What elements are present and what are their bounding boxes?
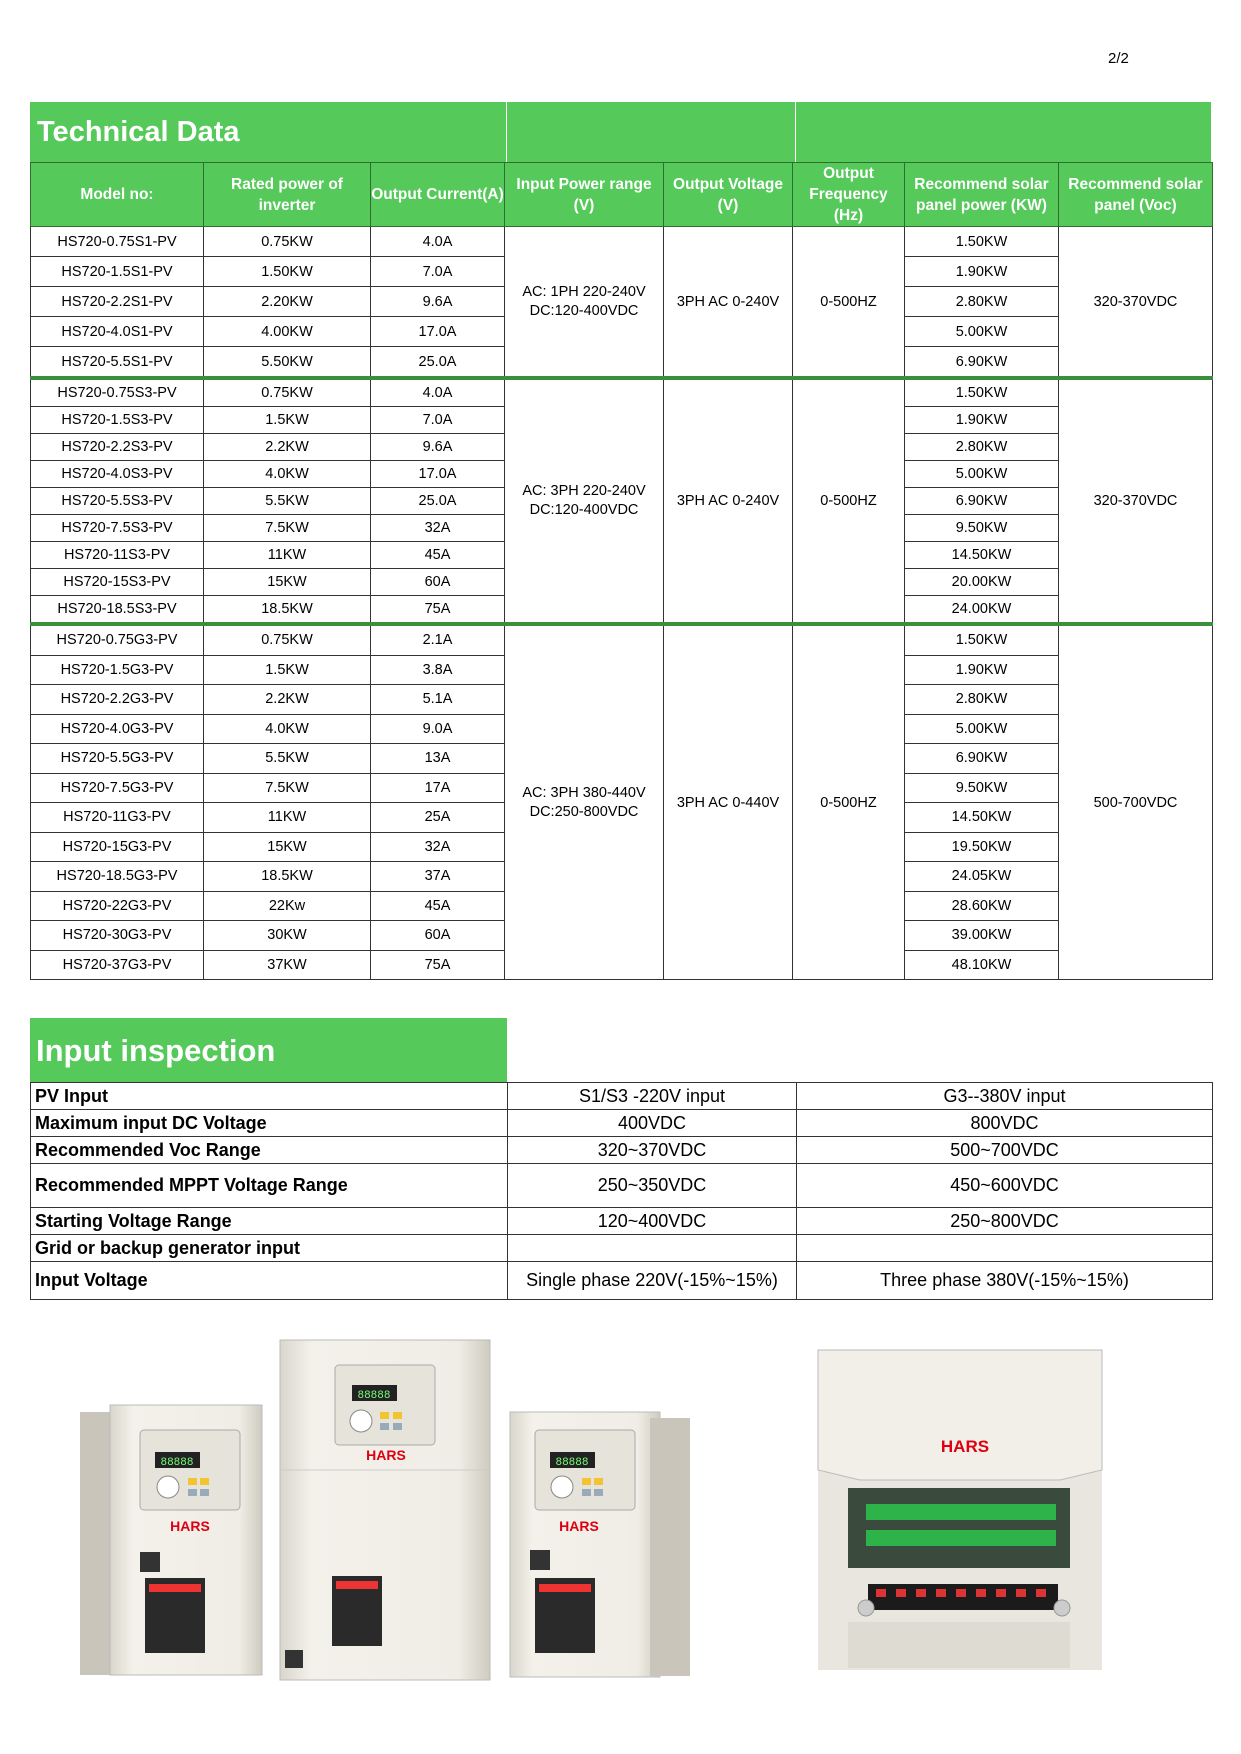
cell-solar-panel-power: 14.50KW: [905, 803, 1059, 833]
cell-input-power-range: AC: 1PH 220-240V DC:120-400VDC: [505, 227, 664, 379]
cell-rated-power: 2.2KW: [204, 434, 371, 461]
cell-output-current: 9.6A: [371, 287, 505, 317]
cell-solar-panel-power: 48.10KW: [905, 950, 1059, 980]
display-digits: 88888: [160, 1457, 194, 1469]
cell-model: HS720-15S3-PV: [31, 569, 204, 596]
inspection-label: PV Input: [31, 1083, 508, 1110]
page-number: 2/2: [1108, 50, 1129, 67]
brand-logo: HARS: [170, 1518, 210, 1534]
inspection-value-220v: 250~350VDC: [508, 1164, 797, 1208]
cell-rated-power: 18.5KW: [204, 596, 371, 625]
inspection-label: Recommended Voc Range: [31, 1137, 508, 1164]
col-header-output-frequency: Output Frequency (Hz): [793, 163, 905, 227]
col-header-output-voltage: Output Voltage (V): [664, 163, 793, 227]
display-digits: 88888: [555, 1457, 589, 1469]
cell-rated-power: 5.5KW: [204, 488, 371, 515]
cell-model: HS720-2.2G3-PV: [31, 685, 204, 715]
inspection-value-220v: 400VDC: [508, 1110, 797, 1137]
cell-rated-power: 5.50KW: [204, 347, 371, 379]
cell-rated-power: 4.00KW: [204, 317, 371, 347]
cell-solar-panel-power: 14.50KW: [905, 542, 1059, 569]
cell-output-frequency: 0-500HZ: [793, 624, 905, 980]
cell-rated-power: 30KW: [204, 921, 371, 951]
cell-rated-power: 11KW: [204, 542, 371, 569]
cell-solar-panel-power: 6.90KW: [905, 488, 1059, 515]
brand-logo: HARS: [366, 1447, 406, 1463]
inspection-label: Maximum input DC Voltage: [31, 1110, 508, 1137]
cell-model: HS720-4.0S1-PV: [31, 317, 204, 347]
cell-rated-power: 0.75KW: [204, 378, 371, 407]
cell-output-current: 32A: [371, 832, 505, 862]
cell-output-current: 13A: [371, 744, 505, 774]
inverter-photo-large-center: [280, 1340, 490, 1680]
cell-solar-panel-power: 39.00KW: [905, 921, 1059, 951]
cell-solar-panel-power: 1.90KW: [905, 257, 1059, 287]
cell-solar-panel-power: 19.50KW: [905, 832, 1059, 862]
cell-solar-panel-power: 20.00KW: [905, 569, 1059, 596]
cell-model: HS720-37G3-PV: [31, 950, 204, 980]
cell-model: HS720-7.5G3-PV: [31, 773, 204, 803]
inverter-terminal-photo: [818, 1350, 1102, 1670]
inspection-value-220v: Single phase 220V(-15%~15%): [508, 1262, 797, 1300]
cell-output-current: 17.0A: [371, 461, 505, 488]
cell-solar-panel-power: 6.90KW: [905, 744, 1059, 774]
cell-model: HS720-2.2S1-PV: [31, 287, 204, 317]
cell-model: HS720-7.5S3-PV: [31, 515, 204, 542]
cell-model: HS720-4.0G3-PV: [31, 714, 204, 744]
cell-rated-power: 18.5KW: [204, 862, 371, 892]
cell-solar-panel-power: 1.90KW: [905, 407, 1059, 434]
input-inspection-title: Input inspection: [36, 1033, 276, 1068]
inspection-value-380v: 500~700VDC: [797, 1137, 1213, 1164]
cell-solar-panel-power: 1.50KW: [905, 624, 1059, 655]
inspection-value-380v: 800VDC: [797, 1110, 1213, 1137]
col-header-model: Model no:: [31, 163, 204, 227]
cell-output-current: 9.0A: [371, 714, 505, 744]
inspection-value-220v: S1/S3 -220V input: [508, 1083, 797, 1110]
cell-solar-panel-power: 24.05KW: [905, 862, 1059, 892]
cell-output-current: 25A: [371, 803, 505, 833]
cell-output-current: 7.0A: [371, 257, 505, 287]
inspection-value-380v: G3--380V input: [797, 1083, 1213, 1110]
cell-model: HS720-11G3-PV: [31, 803, 204, 833]
cell-solar-panel-power: 5.00KW: [905, 461, 1059, 488]
cell-rated-power: 37KW: [204, 950, 371, 980]
cell-model: HS720-15G3-PV: [31, 832, 204, 862]
cell-solar-panel-power: 9.50KW: [905, 773, 1059, 803]
inspection-label: Recommended MPPT Voltage Range: [31, 1164, 508, 1208]
cell-output-current: 25.0A: [371, 347, 505, 379]
cell-output-current: 4.0A: [371, 227, 505, 257]
cell-solar-panel-power: 6.90KW: [905, 347, 1059, 379]
cell-solar-panel-power: 24.00KW: [905, 596, 1059, 625]
cell-output-current: 75A: [371, 596, 505, 625]
cell-model: HS720-1.5S3-PV: [31, 407, 204, 434]
display-digits: 88888: [357, 1390, 391, 1402]
cell-output-voltage: 3PH AC 0-240V: [664, 378, 793, 624]
cell-model: HS720-2.2S3-PV: [31, 434, 204, 461]
cell-solar-panel-voc: 500-700VDC: [1059, 624, 1213, 980]
cell-rated-power: 11KW: [204, 803, 371, 833]
inverter-photo-small-right: [510, 1412, 690, 1677]
cell-solar-panel-power: 1.50KW: [905, 227, 1059, 257]
cell-model: HS720-4.0S3-PV: [31, 461, 204, 488]
cell-rated-power: 22Kw: [204, 891, 371, 921]
cell-output-voltage: 3PH AC 0-240V: [664, 227, 793, 379]
cell-model: HS720-0.75S1-PV: [31, 227, 204, 257]
cell-solar-panel-power: 9.50KW: [905, 515, 1059, 542]
cell-solar-panel-power: 2.80KW: [905, 685, 1059, 715]
cell-model: HS720-18.5G3-PV: [31, 862, 204, 892]
cell-output-current: 7.0A: [371, 407, 505, 434]
cell-model: HS720-0.75G3-PV: [31, 624, 204, 655]
inspection-label: Starting Voltage Range: [31, 1208, 508, 1235]
cell-rated-power: 7.5KW: [204, 515, 371, 542]
cell-model: HS720-5.5S3-PV: [31, 488, 204, 515]
cell-model: HS720-11S3-PV: [31, 542, 204, 569]
cell-solar-panel-power: 5.00KW: [905, 714, 1059, 744]
cell-model: HS720-1.5S1-PV: [31, 257, 204, 287]
cell-rated-power: 15KW: [204, 569, 371, 596]
cell-output-current: 2.1A: [371, 624, 505, 655]
cell-output-current: 60A: [371, 921, 505, 951]
cell-output-current: 4.0A: [371, 378, 505, 407]
inverter-photo-small-left: [80, 1405, 262, 1675]
cell-rated-power: 0.75KW: [204, 624, 371, 655]
cell-output-voltage: 3PH AC 0-440V: [664, 624, 793, 980]
cell-solar-panel-power: 28.60KW: [905, 891, 1059, 921]
col-header-rated-power: Rated power of inverter: [204, 163, 371, 227]
brand-logo: HARS: [559, 1518, 599, 1534]
cell-output-frequency: 0-500HZ: [793, 227, 905, 379]
cell-output-current: 45A: [371, 891, 505, 921]
cell-output-current: 60A: [371, 569, 505, 596]
cell-model: HS720-1.5G3-PV: [31, 655, 204, 685]
cell-model: HS720-5.5S1-PV: [31, 347, 204, 379]
cell-solar-panel-power: 2.80KW: [905, 434, 1059, 461]
cell-rated-power: 4.0KW: [204, 714, 371, 744]
cell-output-current: 17.0A: [371, 317, 505, 347]
cell-solar-panel-power: 5.00KW: [905, 317, 1059, 347]
inspection-value-220v: 320~370VDC: [508, 1137, 797, 1164]
cell-rated-power: 1.5KW: [204, 407, 371, 434]
cell-rated-power: 4.0KW: [204, 461, 371, 488]
cell-rated-power: 0.75KW: [204, 227, 371, 257]
cell-input-power-range: AC: 3PH 380-440V DC:250-800VDC: [505, 624, 664, 980]
inspection-value-380v: 250~800VDC: [797, 1208, 1213, 1235]
cell-output-current: 25.0A: [371, 488, 505, 515]
inspection-value-380v: 450~600VDC: [797, 1164, 1213, 1208]
cell-solar-panel-power: 1.50KW: [905, 378, 1059, 407]
cell-model: HS720-30G3-PV: [31, 921, 204, 951]
col-header-solar-panel-power: Recommend solar panel power (KW): [905, 163, 1059, 227]
cell-rated-power: 2.2KW: [204, 685, 371, 715]
cell-output-current: 32A: [371, 515, 505, 542]
cell-rated-power: 1.5KW: [204, 655, 371, 685]
cell-output-current: 75A: [371, 950, 505, 980]
cell-rated-power: 7.5KW: [204, 773, 371, 803]
cell-model: HS720-0.75S3-PV: [31, 378, 204, 407]
cell-output-current: 45A: [371, 542, 505, 569]
cell-solar-panel-power: 2.80KW: [905, 287, 1059, 317]
cell-output-current: 37A: [371, 862, 505, 892]
inspection-value-380v: Three phase 380V(-15%~15%): [797, 1262, 1213, 1300]
technical-data-title: Technical Data: [37, 116, 240, 148]
col-header-solar-panel-voc: Recommend solar panel (Voc): [1059, 163, 1213, 227]
inspection-label: Grid or backup generator input: [31, 1235, 508, 1262]
inspection-value-220v: 120~400VDC: [508, 1208, 797, 1235]
cell-solar-panel-voc: 320-370VDC: [1059, 378, 1213, 624]
cell-model: HS720-18.5S3-PV: [31, 596, 204, 625]
cell-model: HS720-22G3-PV: [31, 891, 204, 921]
cell-output-current: 3.8A: [371, 655, 505, 685]
col-header-output-current: Output Current(A): [371, 163, 505, 227]
cell-output-current: 5.1A: [371, 685, 505, 715]
cell-rated-power: 5.5KW: [204, 744, 371, 774]
cell-output-current: 17A: [371, 773, 505, 803]
cell-output-current: 9.6A: [371, 434, 505, 461]
cell-model: HS720-5.5G3-PV: [31, 744, 204, 774]
cell-solar-panel-power: 1.90KW: [905, 655, 1059, 685]
inspection-label: Input Voltage: [31, 1262, 508, 1300]
cell-rated-power: 2.20KW: [204, 287, 371, 317]
col-header-input-power-range: Input Power range (V): [505, 163, 664, 227]
cell-output-frequency: 0-500HZ: [793, 378, 905, 624]
cell-rated-power: 15KW: [204, 832, 371, 862]
brand-logo: HARS: [940, 1437, 990, 1456]
cell-rated-power: 1.50KW: [204, 257, 371, 287]
cell-input-power-range: AC: 3PH 220-240V DC:120-400VDC: [505, 378, 664, 624]
cell-solar-panel-voc: 320-370VDC: [1059, 227, 1213, 379]
